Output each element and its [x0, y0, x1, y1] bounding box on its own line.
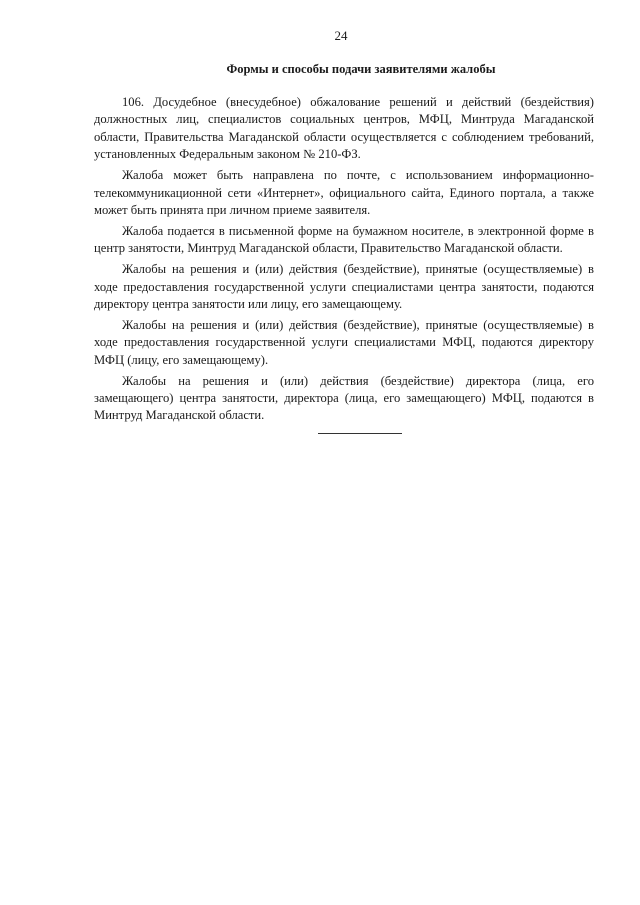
paragraph-106: 106. Досудебное (внесудебное) обжалование решений и действий (бездействия) должностных лиц, специалистов социальных центров, МФЦ, Минтруда Магаданской области, Правительства Магаданской области осуществляется с соблюдением требований, установленных Федеральным законом № 210-ФЗ.	[94, 95, 594, 162]
paragraph-submission-form: Жалоба подается в письменной форме на бумажном носителе, в электронной форме в центр занятости, Минтруд Магаданской области, Правительство Магаданской области.	[94, 223, 594, 256]
paragraph-submission-channels: Жалоба может быть направлена по почте, с использованием информационно-телекоммуникационной сети «Интернет», официального сайта, Единого портала, а также может быть принята при личном приеме заявителя.	[94, 168, 594, 217]
end-separator-line	[318, 433, 402, 434]
section-title: Формы и способы подачи заявителями жалобы	[226, 62, 496, 76]
paragraph-directors: Жалобы на решения и (или) действия (бездействие) директора (лица, его замещающего) центра занятости, директора (лица, его замещающего) МФЦ, подаются в Минтруд Магаданской области.	[94, 373, 594, 423]
page-number: 24	[334, 28, 348, 43]
body-text	[94, 94, 594, 428]
paragraph-mfc: Жалобы на решения и (или) действия (бездействие), принятые (осуществляемые) в ходе предоставления государственной услуги специалистами МФЦ, подаются директору МФЦ (лицу, его замещающему).	[94, 317, 594, 367]
paragraph-employment-center: Жалобы на решения и (или) действия (бездействие), принятые (осуществляемые) в ходе предоставления государственной услуги специалистами центра занятости, подаются директору центра занятости или лицу, его замещающему.	[94, 262, 594, 311]
